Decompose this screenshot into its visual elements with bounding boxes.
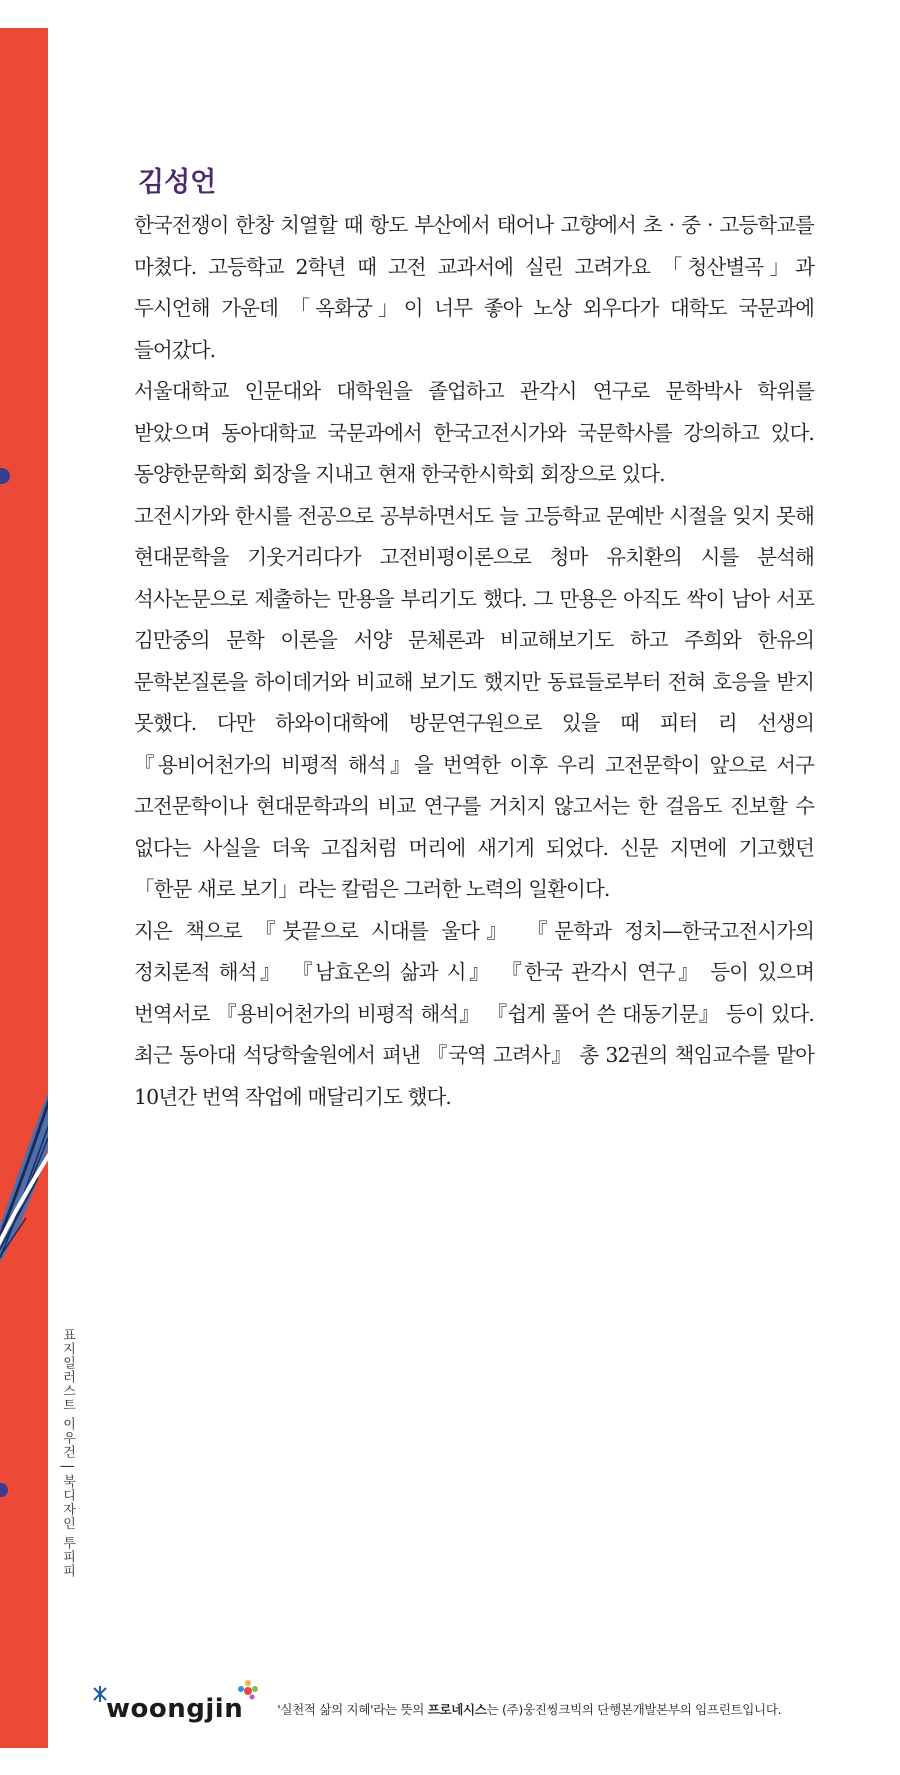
tagline-brand: 프로네시스 (427, 1702, 487, 1717)
bio-paragraph: 지은 책으로 『붓끝으로 시대를 울다』 『문학과 정치—한국고전시가의 정치론적 해석』 『남효온의 삶과 시』 『한국 관각시 연구』 등이 있으며 번역서로 『용비어천가의 비평적 해석』 『쉽게 풀어 쓴 대동기문』 등이 있다. 최근 동아대 석당학술원에서 펴낸 『국역 고려사』 총 32권의 책임교수를 맡아 10년간 번역 작업에 매달리기도 했다. (134, 918, 814, 1109)
tagline-quote: '실천적 삶의 지혜' (277, 1702, 374, 1717)
imprint-tagline (277, 1700, 781, 1718)
spine-mark (0, 468, 10, 484)
spine-mark (0, 1483, 8, 1497)
author-bio (134, 205, 814, 1118)
bio-paragraph: 고전시가와 한시를 전공으로 공부하면서도 늘 고등학교 문예반 시절을 잊지 못해 현대문학을 기웃거리다가 고전비평이론으로 청마 유치환의 시를 분석해 석사논문으로 제출하는 만용을 부리기도 했다. 그 만용은 아직도 싹이 남아 서포 김만중의 문학 이론을 서양 문체론과 비교해보기도 하고 주희와 한유의 문학본질론을 하이데거와 비교해 보기도 했지만 동료들로부터 전혀 호응을 받지 못했다. 다만 하와이대학에 방문연구원으로 있을 때 피터 리 선생의 『용비어천가의 비평적 해석』을 번역한 이후 우리 고전문학이 앞으로 서구 고전문학이나 현대문학과의 비교 연구를 거치지 않고서는 한 걸음도 진보할 수 없다는 사실을 더욱 고집처럼 머리에 새기게 되었다. 신문 지면에 기고했던 「한문 새로 보기」라는 칼럼은 그러한 노력의 일환이다. (134, 503, 814, 901)
cover-credit: 표지일러스트 이우건 | 북디자인 투피피 (60, 1328, 75, 1578)
leaf-illustration-icon (0, 1028, 48, 1328)
bio-paragraph: 서울대학교 인문대와 대학원을 졸업하고 관각시 연구로 문학박사 학위를 받았으며 동아대학교 국문과에서 한국고전시가와 국문학사를 강의하고 있다. 동양한문학회 회장을 지내고 현재 한국한시학회 회장으로 있다. (134, 379, 814, 486)
book-spine (0, 28, 48, 1748)
author-name: 김성언 (138, 167, 217, 198)
publisher-logo (92, 1694, 243, 1724)
bio-paragraph: 한국전쟁이 한창 치열할 때 항도 부산에서 태어나 고향에서 초 · 중 · 고등학교를 마쳤다. 고등학교 2학년 때 고전 교과서에 실린 고려가요 「청산별곡」과 두시언해 가운데 「옥화궁」이 너무 좋아 노상 외우다가 대학도 국문과에 들어갔다. (134, 213, 814, 362)
logo-text: woongjin (106, 1694, 244, 1724)
publisher-footer (92, 1686, 882, 1732)
tagline-mid: 라는 뜻의 (373, 1702, 428, 1717)
tagline-rest: 는 (주)웅진씽크빅의 단행본개발본부의 임프린트입니다. (486, 1702, 782, 1717)
spark-icon (92, 1686, 108, 1702)
flower-icon (235, 1678, 261, 1704)
